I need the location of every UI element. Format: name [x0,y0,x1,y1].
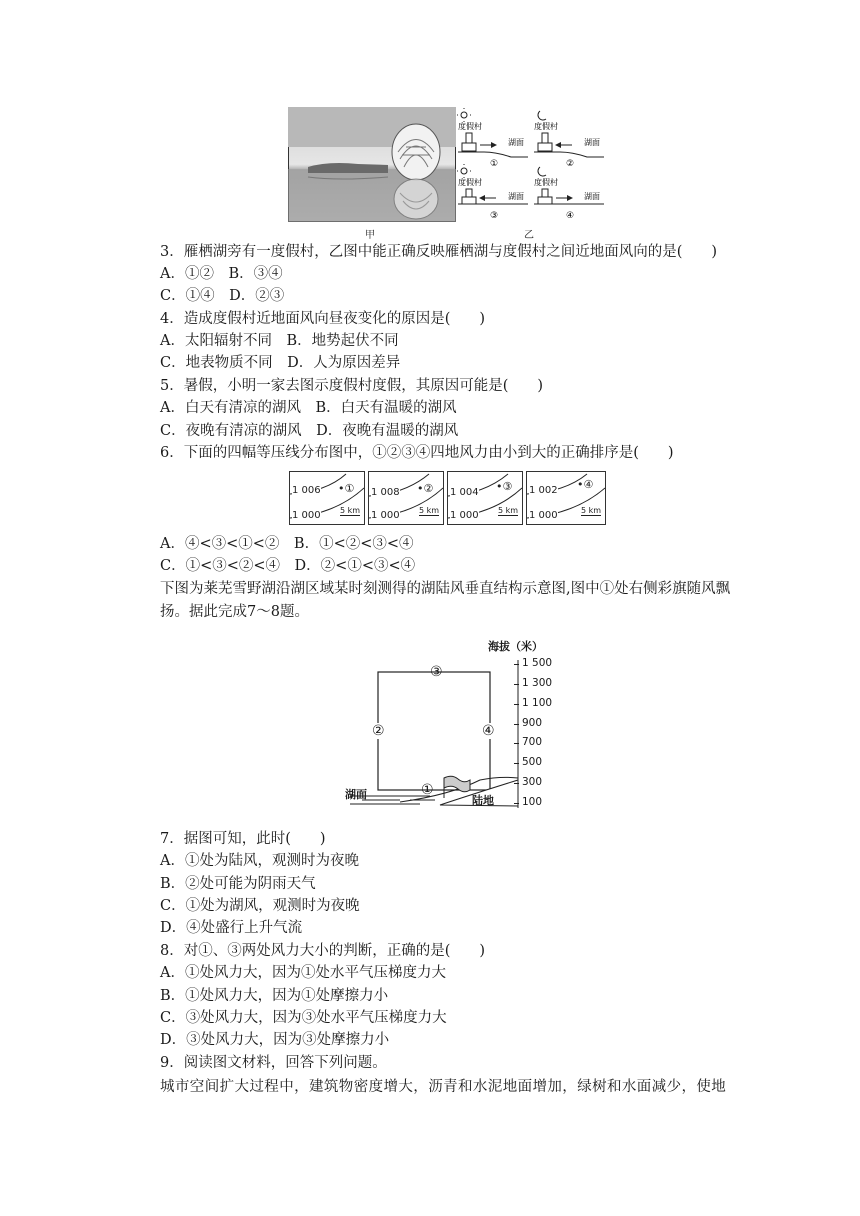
svg-text:湖面: 湖面 [584,138,600,147]
axis-tick [514,743,519,744]
q7-stem: 7．据图可知，此时( ) [160,831,326,847]
scale-bar: 5 km [340,506,361,515]
wind-panel-3 [457,164,528,221]
q5-options-1: A．白天有清凉的湖风 B．白天有温暖的湖风 [160,400,457,416]
q7-option-b: B．②处可能为阴雨天气 [160,876,316,892]
q7-option-a: A．①处为陆风，观测时为夜晚 [160,853,359,869]
caption-yi: 乙 [524,230,534,241]
axis-tick-label: 500 [522,756,543,769]
caption-jia: 甲 [365,230,375,241]
axis-tick-label: 1 500 [522,657,553,669]
axis-tick [514,763,519,764]
isobar-map-4 [526,471,606,525]
svg-text:②: ② [566,159,575,169]
land-label: 陆地 [472,794,494,807]
axis-tick-label: 300 [522,776,543,789]
marker-1: ① [421,782,434,798]
q4-options-2: C．地表物质不同 D．人为原因差异 [160,355,401,371]
axis-tick [514,704,519,705]
isobar-top-label: 1 004 [450,487,479,498]
q8-option-c: C．③处风力大，因为③处水平气压梯度力大 [160,1010,447,1026]
location-point: •④ [577,478,594,491]
axis-title: 海拔（米） [488,640,543,653]
axis-tick-label: 900 [522,716,543,729]
q8-option-b: B．①处风力大，因为①处摩擦力小 [160,988,389,1004]
isobar-top-label: 1 008 [371,487,400,498]
q9-stem: 9．阅读图文材料，回答下列问题。 [160,1055,387,1071]
q6-stem: 6．下面的四幅等压线分布图中，①②③④四地风力由小到大的正确排序是( ) [160,445,674,461]
q8-option-d: D．③处风力大，因为③处摩擦力小 [160,1032,390,1048]
wind-panel-1 [457,108,528,169]
intro-7-8: 下图为莱芜雪野湖沿湖区域某时刻测得的湖陆风垂直结构示意图,图中①处右侧彩旗随风飘扬。据此完成7～8题。 [160,581,731,620]
q9-material: 城市空间扩大过程中，建筑物密度增大，沥青和水泥地面增加，绿树和水面减少，使地 [160,1079,727,1095]
axis-tick-label: 100 [522,796,543,808]
location-point: •① [338,482,355,495]
svg-text:度假村: 度假村 [534,178,558,187]
location-point: •② [417,482,434,495]
isobar-bottom-label: 1 000 [292,510,321,521]
isobar-top-label: 1 006 [292,485,321,496]
q8-stem: 8．对①、③两处风力大小的判断，正确的是( ) [160,943,486,959]
axis-tick [514,783,519,784]
svg-text:湖面: 湖面 [584,192,600,201]
q8-option-a: A．①处风力大，因为①处水平气压梯度力大 [160,965,446,981]
marker-4: ④ [482,723,495,739]
marker-2: ② [372,723,385,739]
q7-option-d: D．④处盛行上升气流 [160,920,303,936]
q4-stem: 4．造成度假村近地面风向昼夜变化的原因是( ) [160,311,486,327]
isobar-bottom-label: 1 000 [450,510,479,521]
axis-tick [514,803,519,804]
wind-panel-4 [534,167,604,221]
svg-text:④: ④ [566,211,575,221]
axis-tick [514,664,519,665]
axis-tick [514,724,519,725]
svg-text:度假村: 度假村 [534,122,558,131]
svg-text:湖面: 湖面 [508,192,524,201]
isobar-top-label: 1 002 [529,485,558,496]
location-point: •③ [496,480,513,493]
q3-options-1: A．①② B．③④ [160,266,283,282]
lake-surface-label: 湖面 [345,788,367,801]
q6-options-1: A．④<③<①<② B．①<②<③<④ [160,536,414,552]
svg-text:湖面: 湖面 [508,138,524,147]
svg-text:①: ① [490,159,499,169]
q7-option-c: C．①处为湖风，观测时为夜晚 [160,898,360,914]
q3-stem: 3．雁栖湖旁有一度假村，乙图中能正确反映雁栖湖与度假村之间近地面风向的是( ) [160,244,718,260]
wind-panel-2 [534,111,604,169]
wind-panels [456,107,608,222]
q3-options-2: C．①④ D．②③ [160,288,285,304]
axis-tick-label: 700 [522,736,543,749]
scale-bar: 5 km [419,506,440,515]
isobar-map-2 [368,471,444,525]
isobar-bottom-label: 1 000 [529,510,558,521]
q6-options-2: C．①<③<②<④ D．②<①<③<④ [160,558,416,574]
resort-label: 度假村 [458,122,482,131]
isobar-map-3 [447,471,523,525]
scale-bar: 5 km [498,506,519,515]
isobar-map-1 [289,471,365,525]
axis-tick [514,684,519,685]
q5-options-2: C．夜晚有清凉的湖风 D．夜晚有温暖的湖风 [160,423,459,439]
marker-3: ③ [430,664,443,680]
svg-text:度假村: 度假村 [458,178,482,187]
isobar-bottom-label: 1 000 [371,510,400,521]
q4-options-1: A．太阳辐射不同 B．地势起伏不同 [160,333,399,349]
svg-text:③: ③ [490,211,499,221]
q5-stem: 5．暑假，小明一家去图示度假村度假，其原因可能是( ) [160,378,544,394]
axis-tick-label: 1 100 [522,696,553,709]
scale-bar: 5 km [581,506,602,515]
lake-photo [288,107,456,222]
axis-tick-label: 1 300 [522,676,553,689]
